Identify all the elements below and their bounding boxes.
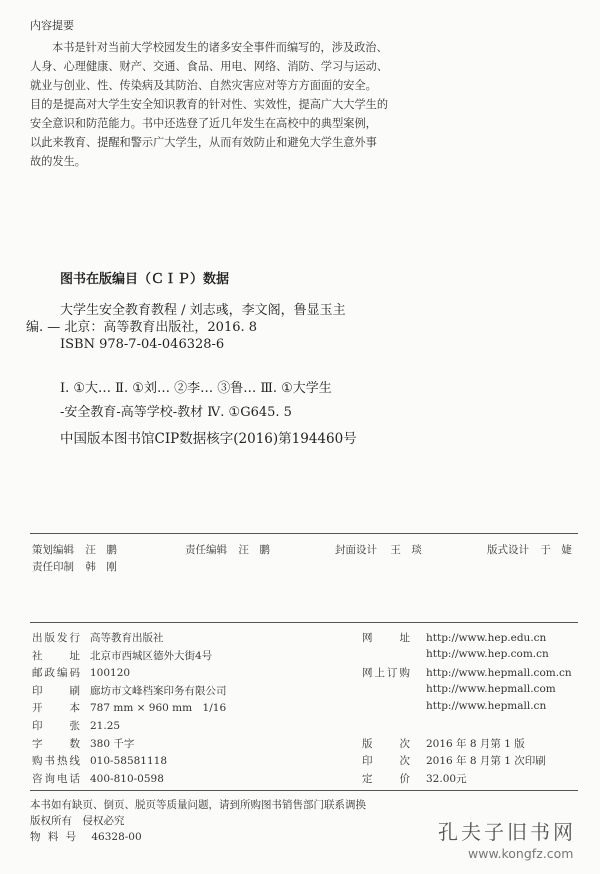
pub-row [362, 665, 572, 680]
staff-name: 汪 鹏 [238, 544, 270, 556]
abstract-line: 目的是提高对大学生安全知识教育的针对性、实效性，提高广大大学生的 [30, 98, 389, 111]
abstract-line: 人身、心理健康、财产、交通、食品、用电、网络、消防、学习与运动、 [30, 60, 389, 73]
pub-value: 100120 [90, 667, 131, 680]
pub-row [362, 683, 556, 695]
watermark-logo: 孔夫子旧书网 [438, 820, 576, 844]
abstract-line: 故的发生。 [30, 155, 86, 168]
staff-print [32, 559, 117, 574]
pub-value: 010-58581118 [90, 755, 168, 768]
cip-core-data: 中国版本图书馆CIP数据核字(2016)第194460号 [60, 431, 357, 447]
abstract-line: 安全意识和防范能力。书中还选登了近几年发生在高校中的典型案例， [30, 117, 377, 130]
pub-value: 2016 年 8 月第 1 版 [426, 737, 525, 750]
staff-cover [335, 542, 422, 557]
pub-label: 开 本 [32, 702, 82, 715]
cip-heading: 图书在版编目（ＣＩＰ）数据 [60, 272, 230, 287]
pub-value: 北京市西城区德外大街4号 [90, 649, 213, 662]
pub-row [362, 700, 546, 712]
pub-value: 廊坊市文峰档案印务有限公司 [90, 684, 227, 697]
divider [30, 790, 578, 791]
pub-row [32, 630, 164, 645]
staff-editor [185, 542, 270, 557]
staff-name: 王 琰 [390, 544, 422, 556]
pub-label: 印 张 [32, 720, 82, 732]
pub-row [32, 665, 130, 680]
watermark-url: www.kongfz.com [468, 846, 574, 861]
pub-row [362, 753, 546, 768]
staff-name: 于 婕 [540, 544, 572, 556]
abstract-line: 以此来教育、提醒和警示广大学生，从而有效防止和避免大学生意外事 [30, 136, 377, 149]
cip-line: 编. — 北京：高等教育出版社，2016. 8 [26, 320, 258, 335]
pub-value: http://www.hep.edu.cn [426, 632, 547, 644]
pub-label: 社 址 [32, 649, 82, 662]
cip-subjects [60, 377, 560, 425]
copyright-notice: 版权所有 侵权必究 [30, 815, 125, 827]
divider [30, 533, 578, 534]
pub-label: 版 次 [362, 737, 412, 750]
staff-label: 责任印制 [32, 561, 74, 573]
cip-line: ISBN 978-7-04-046328-6 [60, 337, 225, 352]
pub-value: http://www.hepmall.com [426, 682, 556, 695]
staff-format [487, 542, 572, 557]
staff-name: 汪 鹏 [85, 544, 117, 556]
pub-label: 购书热线 [32, 755, 82, 768]
pub-row [32, 771, 164, 786]
staff-label: 封面设计 [335, 544, 377, 556]
staff-name: 韩 刚 [85, 561, 117, 573]
pub-row [32, 683, 227, 698]
pub-label: 邮政编码 [32, 667, 82, 680]
pub-label: 网 址 [362, 632, 412, 644]
pub-value: http://www.hep.com.cn [426, 647, 549, 660]
pub-row [32, 736, 134, 751]
pub-value: 高等教育出版社 [90, 632, 164, 644]
pub-row [32, 718, 120, 733]
pub-label: 定 价 [362, 772, 412, 785]
cip-subject-line: Ⅰ. ①大… Ⅱ. ①刘… ②李… ③鲁… Ⅲ. ①大学生 [60, 381, 332, 396]
divider [30, 622, 578, 623]
pub-row [362, 771, 467, 786]
pub-value: 400-810-0598 [90, 772, 164, 785]
cip-subject-line: -安全教育-高等学校-教材 Ⅳ. ①G645. 5 [60, 405, 292, 420]
quality-notice: 本书如有缺页、倒页、脱页等质量问题，请到所购图书销售部门联系调换 [30, 799, 366, 811]
material-number [30, 829, 142, 844]
pub-label: 印 刷 [32, 684, 82, 697]
staff-label: 版式设计 [487, 544, 529, 556]
pub-row [362, 648, 549, 660]
cip-line: 大学生安全教育教程 / 刘志彧，李文阁，鲁显玉主 [60, 303, 346, 318]
abstract-line: 就业与创业、性、传染病及其防治、自然灾害应对等方方面面的安全。 [30, 79, 377, 92]
pub-label: 网上订购 [362, 667, 412, 680]
pub-value: 21.25 [90, 720, 121, 732]
abstract-heading: 内容提要 [30, 19, 74, 32]
pub-value: http://www.hepmall.com.cn [426, 667, 572, 680]
pub-row [362, 718, 426, 730]
staff-label: 责任编辑 [185, 544, 227, 556]
pub-row [32, 648, 212, 663]
pub-value: 787 mm × 960 mm 1/16 [90, 702, 227, 715]
pub-row [362, 736, 525, 751]
pub-value: http://www.hepmall.cn [426, 700, 547, 713]
abstract-body [30, 38, 570, 171]
staff-planning [32, 542, 117, 557]
pub-value: 380 千字 [90, 737, 135, 750]
material-label: 物 料 号 [30, 831, 79, 843]
abstract-line: 本书是针对当前大学校园发生的诸多安全事件而编写的，涉及政治、 [52, 41, 388, 54]
pub-label: 印 次 [362, 755, 412, 768]
pub-row [32, 753, 167, 768]
pub-row [32, 700, 226, 715]
staff-label: 策划编辑 [32, 544, 74, 556]
pub-label: 出版发行 [32, 632, 82, 644]
pub-value: 2016 年 8 月第 1 次印刷 [426, 755, 546, 768]
material-value: 46328-00 [91, 831, 142, 843]
pub-label: 咨询电话 [32, 772, 82, 785]
pub-row [362, 630, 546, 645]
pub-label: 字 数 [32, 737, 82, 750]
cip-record [26, 302, 560, 353]
pub-value: 32.00元 [426, 772, 467, 785]
